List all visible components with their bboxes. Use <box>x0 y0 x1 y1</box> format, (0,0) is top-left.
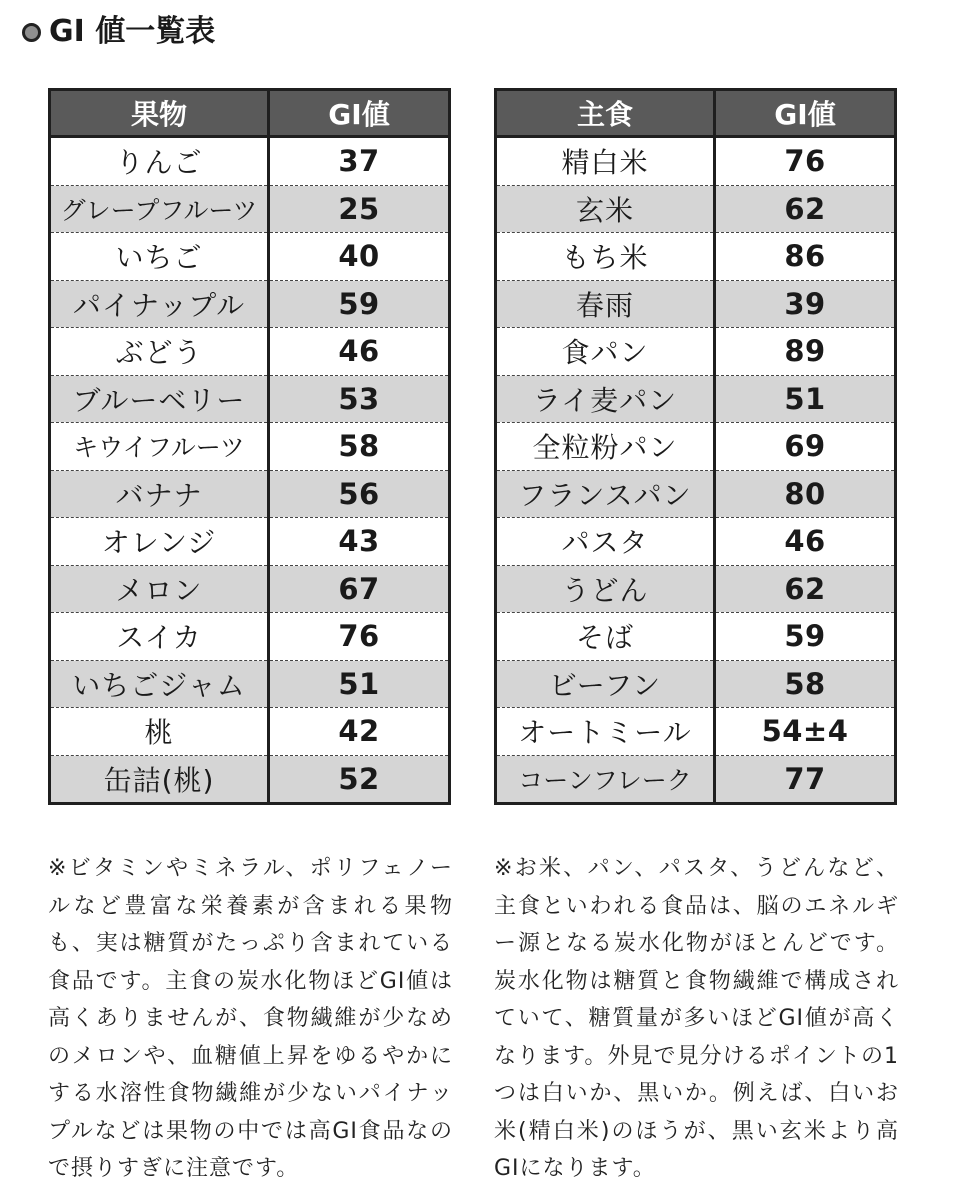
table-row <box>496 565 896 613</box>
food-name: 精白米 <box>561 146 649 180</box>
gi-value: 62 <box>715 565 896 613</box>
table-row <box>50 708 450 756</box>
table-row <box>50 280 450 328</box>
gi-value: 37 <box>269 137 450 186</box>
food-name: オレンジ <box>50 518 269 566</box>
food-name: メロン <box>50 565 269 613</box>
gi-value: 56 <box>269 470 450 518</box>
food-name: もち米 <box>496 233 715 281</box>
staple-note: ※お米、パン、パスタ、うどんなど、主食といわれる食品は、脳のエネルギー源となる炭水化物がほとんどです。炭水化物は糖質と食物繊維で構成されていて、糖質量が多いほどGI値が高くなります。外見で見分けるポイントの1つは白いか、黒いか。例えば、白いお米(精白米)のほうが、黒い玄米より高GIになります。 <box>494 856 899 1181</box>
gi-value: 40 <box>269 233 450 281</box>
fruit-gi-table <box>48 88 451 805</box>
food-name: いちご <box>50 233 269 281</box>
food-name: 桃 <box>50 708 269 756</box>
food-name: バナナ <box>50 470 269 518</box>
gi-value: 89 <box>715 328 896 376</box>
table-row <box>496 185 896 233</box>
table-row <box>496 137 896 186</box>
gi-value: 39 <box>715 280 896 328</box>
food-name: 春雨 <box>496 280 715 328</box>
food-name: 玄米 <box>496 185 715 233</box>
page-heading <box>22 12 215 52</box>
gi-value: 80 <box>715 470 896 518</box>
gi-value: 54±4 <box>715 708 896 756</box>
food-name: パイナップル <box>50 280 269 328</box>
gi-value: 59 <box>269 280 450 328</box>
gi-value: 46 <box>715 518 896 566</box>
food-name: 食パン <box>496 328 715 376</box>
food-name: スイカ <box>50 613 269 661</box>
table-header-row <box>50 90 450 137</box>
table-row <box>50 375 450 423</box>
food-name: ブルーベリー <box>50 375 269 423</box>
food-name: オートミール <box>496 708 715 756</box>
gi-value: 58 <box>269 423 450 471</box>
table-row <box>50 565 450 613</box>
table-row <box>50 185 450 233</box>
table-row <box>50 660 450 708</box>
gi-value: 62 <box>715 185 896 233</box>
table-row <box>50 518 450 566</box>
food-name: ライ麦パン <box>496 375 715 423</box>
gi-value: 67 <box>269 565 450 613</box>
food-name: グレープフルーツ <box>50 185 269 233</box>
table-row <box>496 328 896 376</box>
table-row <box>496 660 896 708</box>
table-row <box>496 233 896 281</box>
food-name: コーンフレーク <box>496 755 715 804</box>
gi-value: 76 <box>715 137 896 186</box>
gi-value: 51 <box>715 375 896 423</box>
gi-value: 69 <box>715 423 896 471</box>
food-name: 缶詰(桃) <box>50 755 269 804</box>
gi-value: 42 <box>269 708 450 756</box>
gi-value: 59 <box>715 613 896 661</box>
food-name: パスタ <box>496 518 715 566</box>
gi-value: 53 <box>269 375 450 423</box>
page-title: GI 値一覧表 <box>49 14 216 49</box>
food-name: フランスパン <box>496 470 715 518</box>
food-name: 全粒粉パン <box>496 423 715 471</box>
gi-value: 77 <box>715 755 896 804</box>
table-row <box>496 613 896 661</box>
column-header-gi: GI値 <box>269 90 450 137</box>
table-row <box>496 755 896 804</box>
table-row <box>50 470 450 518</box>
table-row <box>50 755 450 804</box>
table-row <box>50 233 450 281</box>
table-row <box>496 375 896 423</box>
column-header-gi: GI値 <box>715 90 896 137</box>
circle-bullet-icon <box>22 23 41 42</box>
table-row <box>496 423 896 471</box>
table-row <box>496 518 896 566</box>
gi-value: 46 <box>269 328 450 376</box>
staple-gi-table <box>494 88 897 805</box>
gi-value: 76 <box>269 613 450 661</box>
table-row <box>496 470 896 518</box>
column-header-food: 果物 <box>50 90 269 137</box>
table-row <box>496 708 896 756</box>
food-name: そば <box>496 613 715 661</box>
gi-value: 25 <box>269 185 450 233</box>
table-row <box>496 280 896 328</box>
gi-value: 43 <box>269 518 450 566</box>
table-header-row <box>496 90 896 137</box>
column-header-food: 主食 <box>496 90 715 137</box>
table-row <box>50 613 450 661</box>
fruit-note: ※ビタミンやミネラル、ポリフェノールなど豊富な栄養素が含まれる果物も、実は糖質がたっぷり含まれている食品です。主食の炭水化物ほどGI値は高くありませんが、食物繊維が少なめのメロンや、血糖値上昇をゆるやかにする水溶性食物繊維が少ないパイナップルなどは果物の中では高GI食品なので摂りすぎに注意です。 <box>48 856 453 1181</box>
gi-value: 58 <box>715 660 896 708</box>
table-row <box>50 328 450 376</box>
gi-value: 52 <box>269 755 450 804</box>
table-row <box>50 423 450 471</box>
table-row <box>50 137 450 186</box>
food-name: キウイフルーツ <box>50 423 269 471</box>
food-name: いちごジャム <box>50 660 269 708</box>
gi-value: 51 <box>269 660 450 708</box>
food-name: うどん <box>496 565 715 613</box>
gi-value: 86 <box>715 233 896 281</box>
food-name: ビーフン <box>496 660 715 708</box>
food-name: りんご <box>115 146 203 180</box>
food-name: ぶどう <box>50 328 269 376</box>
